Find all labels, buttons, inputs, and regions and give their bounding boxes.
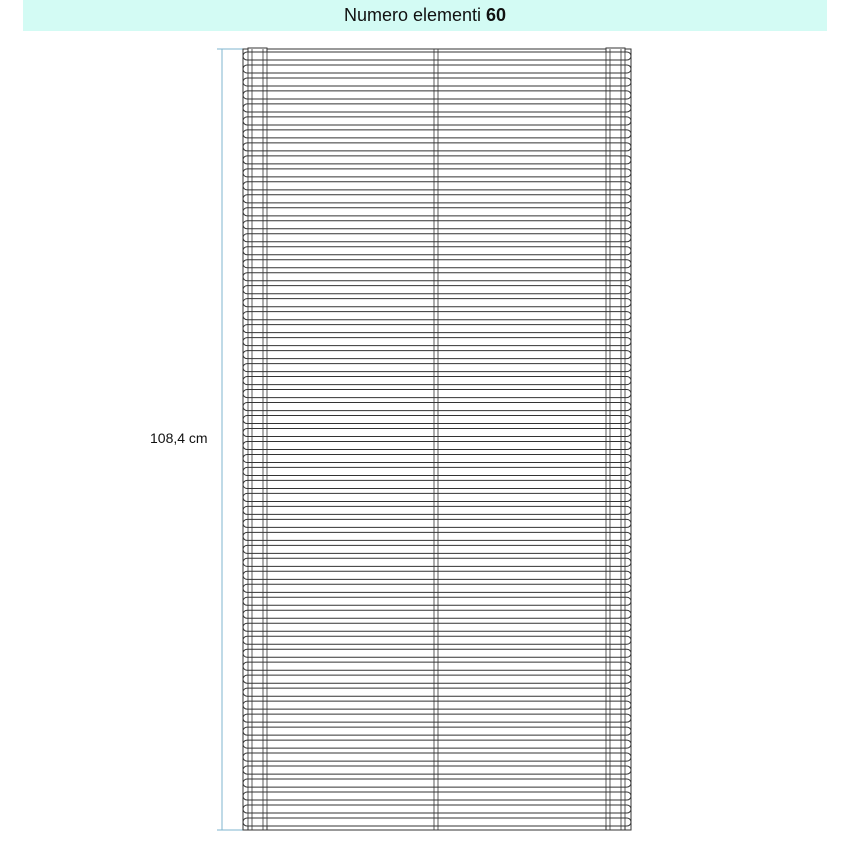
radiator-element — [243, 506, 631, 514]
radiator-element — [243, 338, 631, 346]
radiator-element — [243, 428, 631, 436]
radiator-element — [243, 403, 631, 411]
radiator-element — [243, 753, 631, 761]
element-count: 60 — [486, 5, 507, 25]
radiator-element — [243, 104, 631, 112]
radiator-element — [243, 454, 631, 462]
radiator-element — [243, 156, 631, 164]
radiator-element — [243, 779, 631, 787]
radiator-element — [243, 740, 631, 748]
radiator-element — [243, 364, 631, 372]
radiator-element — [243, 78, 631, 86]
radiator-element — [243, 649, 631, 657]
radiator-element — [243, 532, 631, 540]
radiator-element — [243, 818, 631, 826]
height-dimension-line — [217, 49, 246, 830]
radiator-element — [243, 221, 631, 229]
radiator-element — [243, 805, 631, 813]
radiator-element — [243, 597, 631, 605]
radiator-element — [243, 701, 631, 709]
radiator-element — [243, 52, 631, 60]
radiator-element — [243, 480, 631, 488]
radiator-element — [243, 467, 631, 475]
radiator-element — [243, 208, 631, 216]
radiator-element — [243, 351, 631, 359]
radiator-element — [243, 234, 631, 242]
radiator-element — [243, 182, 631, 190]
radiator-element — [243, 766, 631, 774]
radiator-element — [243, 247, 631, 255]
radiator-element — [243, 571, 631, 579]
radiator-element — [243, 792, 631, 800]
radiator-element — [243, 519, 631, 527]
radiator-element — [243, 286, 631, 294]
radiator-element — [243, 195, 631, 203]
radiator-element — [243, 416, 631, 424]
radiator-element — [243, 273, 631, 281]
radiator-element — [243, 390, 631, 398]
radiator-element — [243, 299, 631, 307]
radiator-element — [243, 169, 631, 177]
radiator-element — [243, 91, 631, 99]
radiator-element — [243, 130, 631, 138]
radiator-element — [243, 325, 631, 333]
radiator-frame — [243, 49, 631, 830]
radiator-element — [243, 65, 631, 73]
radiator-element — [243, 260, 631, 268]
height-dimension-label: 108,4 cm — [150, 430, 208, 446]
radiator-element — [243, 675, 631, 683]
radiator-element — [243, 584, 631, 592]
radiator-element — [243, 312, 631, 320]
radiator-element — [243, 610, 631, 618]
radiator-element — [243, 377, 631, 385]
radiator-element — [243, 714, 631, 722]
radiator-element — [243, 493, 631, 501]
radiator-element — [243, 623, 631, 631]
radiator-element — [243, 441, 631, 449]
radiator-element — [243, 143, 631, 151]
radiator-element — [243, 636, 631, 644]
radiator-element — [243, 727, 631, 735]
radiator-body — [243, 48, 631, 830]
radiator-element — [243, 545, 631, 553]
radiator-element — [243, 558, 631, 566]
radiator-element — [243, 688, 631, 696]
radiator-element — [243, 662, 631, 670]
radiator-element — [243, 117, 631, 125]
title-label: Numero elementi — [343, 5, 482, 25]
